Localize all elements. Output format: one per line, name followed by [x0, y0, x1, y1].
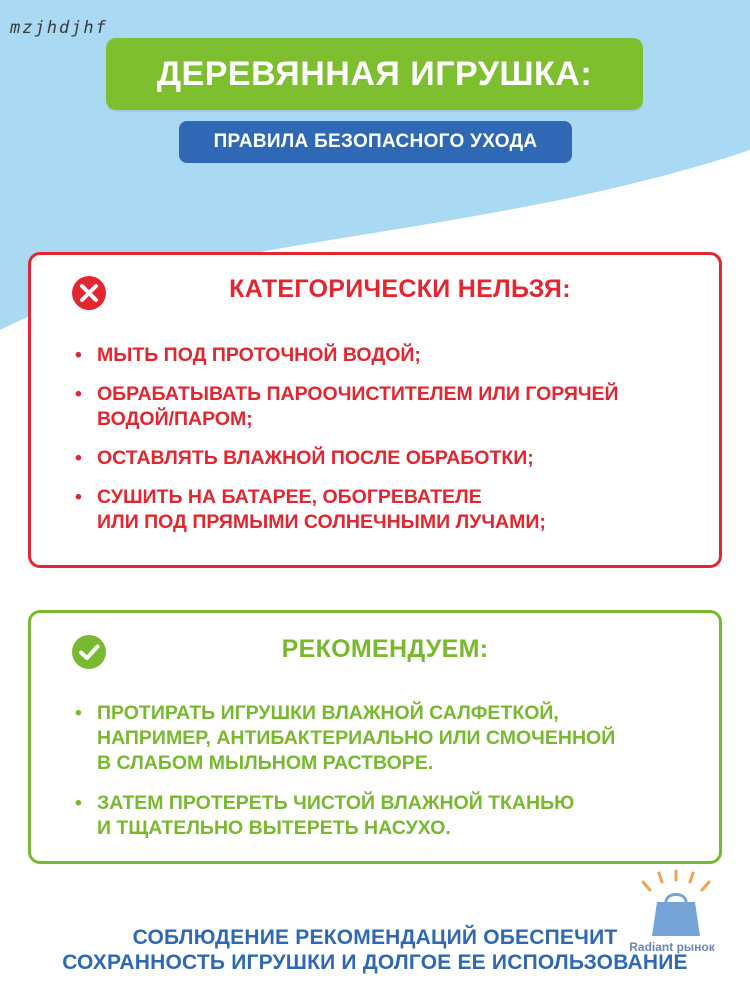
recommend-title: РЕКОМЕНДУЕМ:: [281, 635, 489, 663]
list-item: [71, 791, 699, 841]
subtitle-banner: [179, 121, 572, 163]
recommend-card: [28, 610, 722, 864]
list-item: [71, 485, 699, 535]
brand-logo-text: Radiant рынок: [629, 940, 715, 954]
watermark-signature: mzjhdjhf: [10, 18, 108, 38]
title-banner: [106, 38, 643, 110]
list-item-text: ОБРАБАТЫВАТЬ ПАРООЧИСТИТЕЛЕМ ИЛИ ГОРЯЧЕЙ: [97, 383, 619, 405]
list-item-text: МЫТЬ ПОД ПРОТОЧНОЙ ВОДОЙ;: [97, 344, 421, 366]
list-item-text: И ТЩАТЕЛЬНО ВЫТЕРЕТЬ НАСУХО.: [97, 817, 451, 839]
list-item: [71, 382, 699, 432]
page-title: ДЕРЕВЯННАЯ ИГРУШКА:: [156, 54, 593, 93]
list-item: [71, 701, 699, 776]
list-item: [71, 446, 699, 471]
list-item-text: ЗАТЕМ ПРОТЕРЕТЬ ЧИСТОЙ ВЛАЖНОЙ ТКАНЬЮ: [97, 792, 575, 814]
forbidden-card: [28, 252, 722, 568]
bullet-icon: •: [75, 344, 82, 366]
footer-line: СОХРАННОСТЬ ИГРУШКИ И ДОЛГОЕ ЕЕ ИСПОЛЬЗОВАНИЕ: [62, 951, 688, 974]
list-item-text: СУШИТЬ НА БАТАРЕЕ, ОБОГРЕВАТЕЛЕ: [97, 486, 482, 508]
footer-line: СОБЛЮДЕНИЕ РЕКОМЕНДАЦИЙ ОБЕСПЕЧИТ: [132, 926, 618, 949]
forbidden-list: [71, 343, 699, 549]
page-subtitle: ПРАВИЛА БЕЗОПАСНОГО УХОДА: [213, 131, 538, 152]
list-item-text: ИЛИ ПОД ПРЯМЫМИ СОЛНЕЧНЫМИ ЛУЧАМИ;: [97, 511, 546, 533]
bullet-icon: •: [75, 792, 82, 814]
bullet-icon: •: [75, 702, 82, 724]
shopping-bag-sun-icon: [612, 868, 732, 940]
list-item-text: НАПРИМЕР, АНТИБАКТЕРИАЛЬНО ИЛИ СМОЧЕННОЙ: [97, 727, 616, 749]
list-item-text: ОСТАВЛЯТЬ ВЛАЖНОЙ ПОСЛЕ ОБРАБОТКИ;: [97, 447, 534, 469]
list-item-text: В СЛАБОМ МЫЛЬНОМ РАСТВОРЕ.: [97, 752, 434, 774]
list-item: [71, 343, 699, 368]
bullet-icon: •: [75, 486, 82, 508]
list-item-text: ПРОТИРАТЬ ИГРУШКИ ВЛАЖНОЙ САЛФЕТКОЙ,: [97, 702, 559, 724]
bullet-icon: •: [75, 383, 82, 405]
bullet-icon: •: [75, 447, 82, 469]
brand-logo: [612, 868, 732, 958]
list-item-text: ВОДОЙ/ПАРОМ;: [97, 408, 253, 430]
forbidden-title: КАТЕГОРИЧЕСКИ НЕЛЬЗЯ:: [229, 275, 571, 303]
recommend-list: [71, 701, 699, 856]
